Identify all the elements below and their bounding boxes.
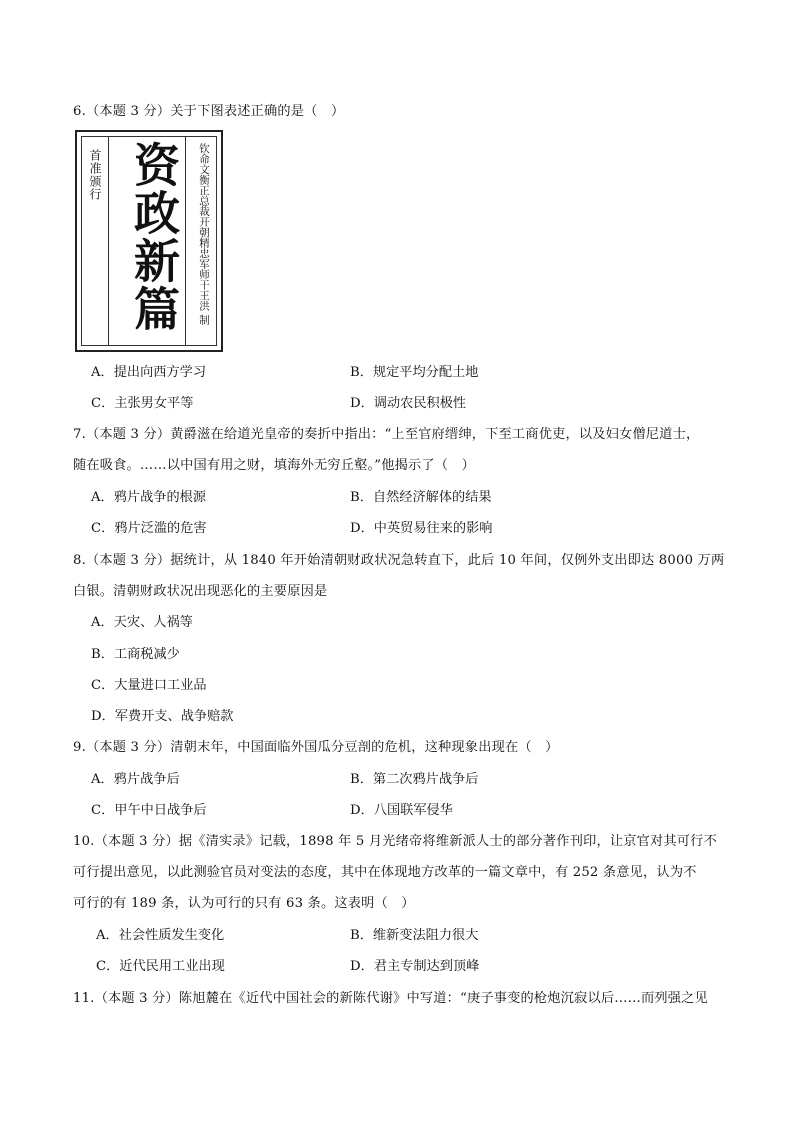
q7-option-d[interactable]: D．中英贸易往来的影响 — [350, 521, 493, 536]
question-7-line-2: 随在吸食。……以中国有用之财，填海外无穷丘壑。”他揭示了（ ） — [73, 458, 475, 473]
q7-option-b[interactable]: B．自然经济解体的结果 — [350, 490, 492, 505]
q6-option-a[interactable]: A．提出向西方学习 — [91, 365, 207, 380]
q10-option-d[interactable]: D．君主专制达到顶峰 — [350, 959, 480, 974]
q9-option-b[interactable]: B．第二次鸦片战争后 — [350, 772, 479, 787]
question-9-stem: 9.（本题 3 分）清朝末年，中国面临外国瓜分豆剖的危机，这种现象出现在（ ） — [73, 740, 559, 755]
q9-option-d[interactable]: D．八国联军侵华 — [350, 803, 453, 818]
question-6-stem: 6.（本题 3 分）关于下图表述正确的是（ ） — [73, 104, 345, 119]
question-11-line-1: 11.（本题 3 分）陈旭麓在《近代中国社会的新陈代谢》中写道：“庚子事变的枪炮沉寂以后……而列强之见 — [73, 991, 708, 1006]
question-7-line-1: 7.（本题 3 分）黄爵滋在给道光皇帝的奏折中指出：“上至官府缙绅，下至工商优吏，以及妇女僧尼道士， — [73, 427, 700, 442]
q10-option-a[interactable]: A．社会性质发生变化 — [96, 928, 225, 943]
cover-left-text: 首准颁行 — [88, 149, 102, 201]
q8-option-d[interactable]: D．军费开支、战争赔款 — [91, 709, 234, 724]
q7-option-a[interactable]: A．鸦片战争的根源 — [91, 490, 207, 505]
q7-option-c[interactable]: C．鸦片泛滥的危害 — [91, 521, 207, 536]
question-8-line-2: 白银。清朝财政状况出现恶化的主要原因是 — [73, 584, 328, 599]
q6-option-c[interactable]: C．主张男女平等 — [91, 396, 194, 411]
q9-option-a[interactable]: A．鸦片战争后 — [91, 772, 180, 787]
cover-title: 资政新篇 — [127, 141, 181, 333]
book-cover-image — [75, 130, 223, 352]
question-10-line-3: 可行的有 189 条，认为可行的只有 63 条。这表明（ ） — [73, 896, 415, 911]
question-10-line-2: 可行提出意见，以此测验官员对变法的态度，其中在体现地方改革的一篇文章中，有 252 条意见，认为不 — [73, 865, 697, 880]
q9-option-c[interactable]: C．甲午中日战争后 — [91, 803, 207, 818]
question-10-line-1: 10.（本题 3 分）据《清实录》记载，1898 年 5 月光绪帝将维新派人士的部分著作刊印，让京官对其可行不 — [73, 834, 717, 849]
q10-option-c[interactable]: C．近代民用工业出现 — [96, 959, 225, 974]
q6-option-d[interactable]: D．调动农民积极性 — [350, 396, 467, 411]
q8-option-c[interactable]: C．大量进口工业品 — [91, 678, 207, 693]
q6-option-b[interactable]: B．规定平均分配土地 — [350, 365, 479, 380]
cover-divider-left — [108, 137, 109, 345]
q8-option-b[interactable]: B．工商税减少 — [91, 647, 180, 662]
cover-frame — [81, 136, 217, 346]
question-8-line-1: 8.（本题 3 分）据统计，从 1840 年开始清朝财政状况急转直下，此后 10 年间，仅例外支出即达 8000 万两 — [73, 553, 725, 568]
q10-option-b[interactable]: B．维新变法阻力很大 — [350, 928, 479, 943]
cover-divider-right — [185, 137, 186, 345]
cover-right-text: 钦命文衡正总裁开朝精忠军师干王洪 制 — [198, 143, 210, 325]
q8-option-a[interactable]: A．天灾、人祸等 — [91, 615, 193, 630]
